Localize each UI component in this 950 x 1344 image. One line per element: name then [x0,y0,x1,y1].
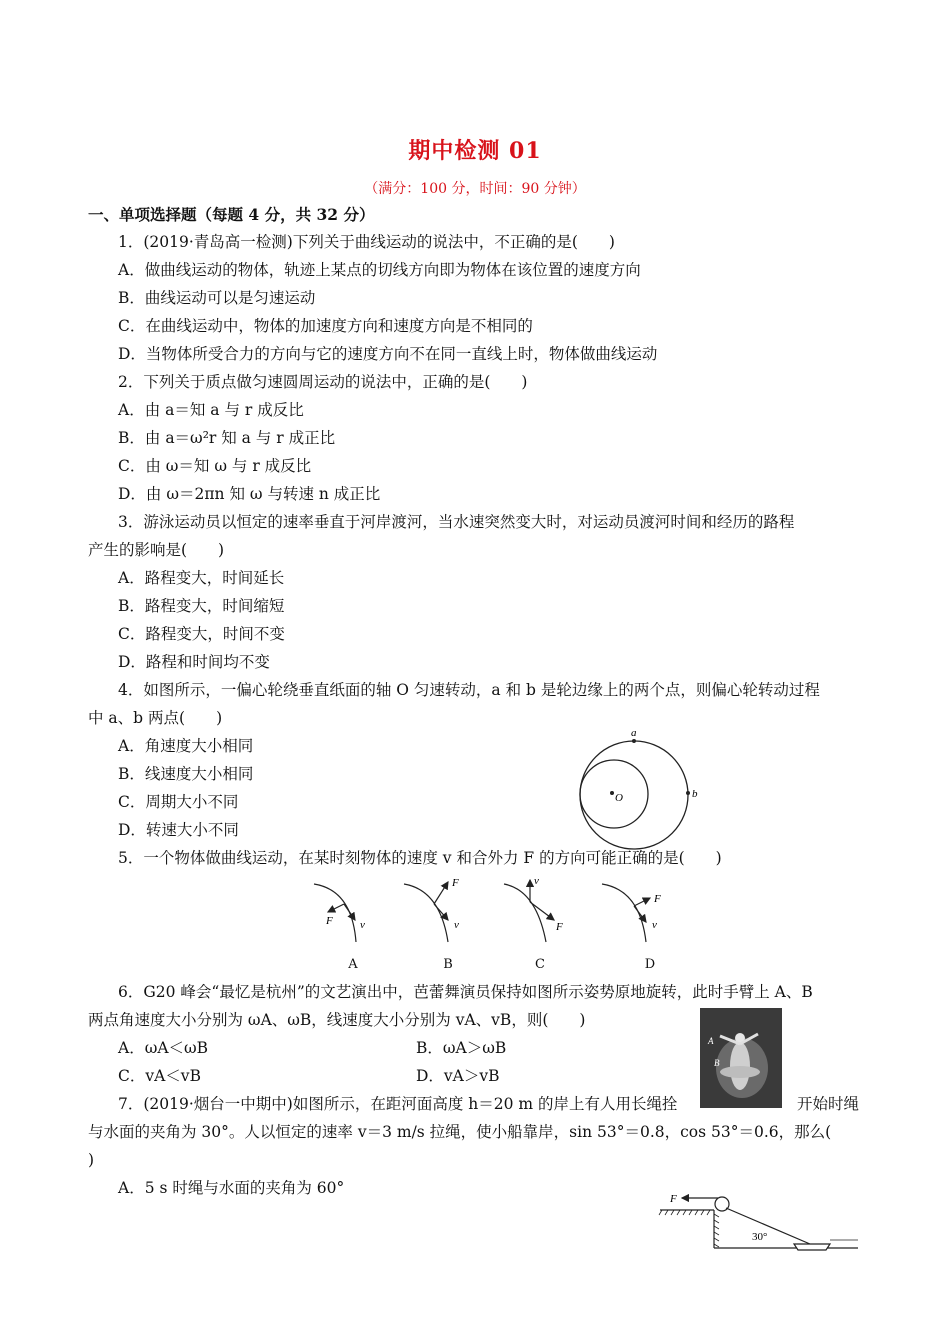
question-4-option-d: D．转速大小不同 [118,821,239,839]
outer-circle [580,741,688,849]
question-4-stem: 4．如图所示，一偏心轮绕垂直纸面的轴 O 匀速转动，a 和 b 是轮边缘上的两个点，则偏心轮转动过程 [118,681,820,699]
question-7-stem-tail: 开始时绳 [797,1095,860,1113]
question-7-stem-continued: 与水面的夹角为 30°。人以恒定的速率 v＝3 m/s 拉绳，使小船靠岸，sin 53°＝0.8，cos 53°＝0.6，那么( [88,1123,832,1141]
eccentric-wheel-figure [570,725,710,855]
question-7-option-a: A．5 s 时绳与水面的夹角为 60° [118,1179,345,1197]
question-4-option-a: A．角速度大小相同 [118,737,254,755]
question-5-stem: 5．一个物体做曲线运动，在某时刻物体的速度 v 和合外力 F 的方向可能正确的是( ) [118,849,722,867]
c-velocity-label: v [534,875,539,887]
force-label: F [670,1193,677,1205]
diagram-a-caption: A [348,957,358,972]
photo-label-b: B [714,1058,720,1068]
exam-info: （满分：100 分，时间：90 分钟） [364,181,586,197]
question-2-option-b: B．由 a＝ω²r 知 a 与 r 成正比 [118,429,336,447]
point-b [686,791,690,795]
diagram-c-caption: C [535,957,545,972]
section-heading: 一、单项选择题（每题 4 分，共 32 分） [88,205,375,224]
question-6-option-b: B．ωA＞ωB [416,1039,507,1057]
question-3-option-d: D．路程和时间均不变 [118,653,270,671]
a-velocity-label: v [360,919,365,931]
question-6-option-c: C．vA＜vB [118,1067,201,1085]
question-6-stem: 6．G20 峰会“最忆是杭州”的文艺演出中，芭蕾舞演员保持如图所示姿势原地旋转，此时手臂上 A、B [118,983,813,1001]
diagram-a [314,884,365,942]
diagram-b-caption: B [443,957,453,972]
force-velocity-diagrams [300,872,680,952]
b-velocity-label: v [454,919,459,931]
question-3-stem-continued: 产生的影响是( ) [88,541,225,559]
question-3-option-a: A．路程变大，时间延长 [118,569,285,587]
a-force-label: F [326,915,333,927]
question-7-stem-end: ) [88,1151,95,1169]
c-force-label: F [556,921,563,933]
d-force-label: F [654,893,661,905]
question-1-stem: 1．(2019·青岛高一检测)下列关于曲线运动的说法中，不正确的是( ) [118,233,615,251]
question-3-option-b: B．路程变大，时间缩短 [118,597,285,615]
angle-label: 30° [752,1231,768,1243]
question-7-stem: 7．(2019·烟台一中期中)如图所示，在距河面高度 h＝20 m 的岸上有人用长绳拴 [118,1095,678,1113]
label-o: O [615,792,623,804]
axis-point [610,791,614,795]
boat-pulling-figure [658,1188,862,1264]
question-3-option-c: C．路程变大，时间不变 [118,625,285,643]
question-6-option-d: D．vA＞vB [416,1067,500,1085]
photo-label-a: A [708,1036,714,1046]
diagram-d [602,884,661,942]
question-3-stem: 3．游泳运动员以恒定的速率垂直于河岸渡河，当水速突然变大时，对运动员渡河时间和经历的路程 [118,513,795,531]
inner-circle [580,760,648,828]
diagram-d-caption: D [644,957,656,972]
d-velocity-label: v [652,919,657,931]
label-b: b [692,788,698,800]
question-2-stem: 2．下列关于质点做匀速圆周运动的说法中，正确的是( ) [118,373,528,391]
question-2-option-d: D．由 ω＝2πn 知 ω 与转速 n 成正比 [118,485,381,503]
question-1-option-d: D．当物体所受合力的方向与它的速度方向不在同一直线上时，物体做曲线运动 [118,345,658,363]
question-4-stem-continued: 中 a、b 两点( ) [88,709,223,727]
b-force-label: F [452,877,459,889]
diagram-c [504,875,563,942]
question-4-option-b: B．线速度大小相同 [118,765,254,783]
question-6-option-a: A．ωA＜ωB [118,1039,209,1057]
question-2-option-c: C．由 ω＝知 ω 与 r 成反比 [118,457,312,475]
question-2-option-a: A．由 a＝知 a 与 r 成反比 [118,401,304,419]
diagram-b [404,877,459,942]
page-title: 期中检测 01 [408,138,542,164]
question-1-option-a: A．做曲线运动的物体，轨迹上某点的切线方向即为物体在该位置的速度方向 [118,261,641,279]
question-4-option-c: C．周期大小不同 [118,793,239,811]
point-a [632,739,636,743]
question-1-option-b: B．曲线运动可以是匀速运动 [118,289,316,307]
label-a: a [631,727,637,739]
question-6-stem-continued: 两点角速度大小分别为 ωA、ωB，线速度大小分别为 vA、vB，则( ) [88,1011,586,1029]
question-1-option-c: C．在曲线运动中，物体的加速度方向和速度方向是不相同的 [118,317,533,335]
ballet-dancer-photo [700,1008,782,1108]
